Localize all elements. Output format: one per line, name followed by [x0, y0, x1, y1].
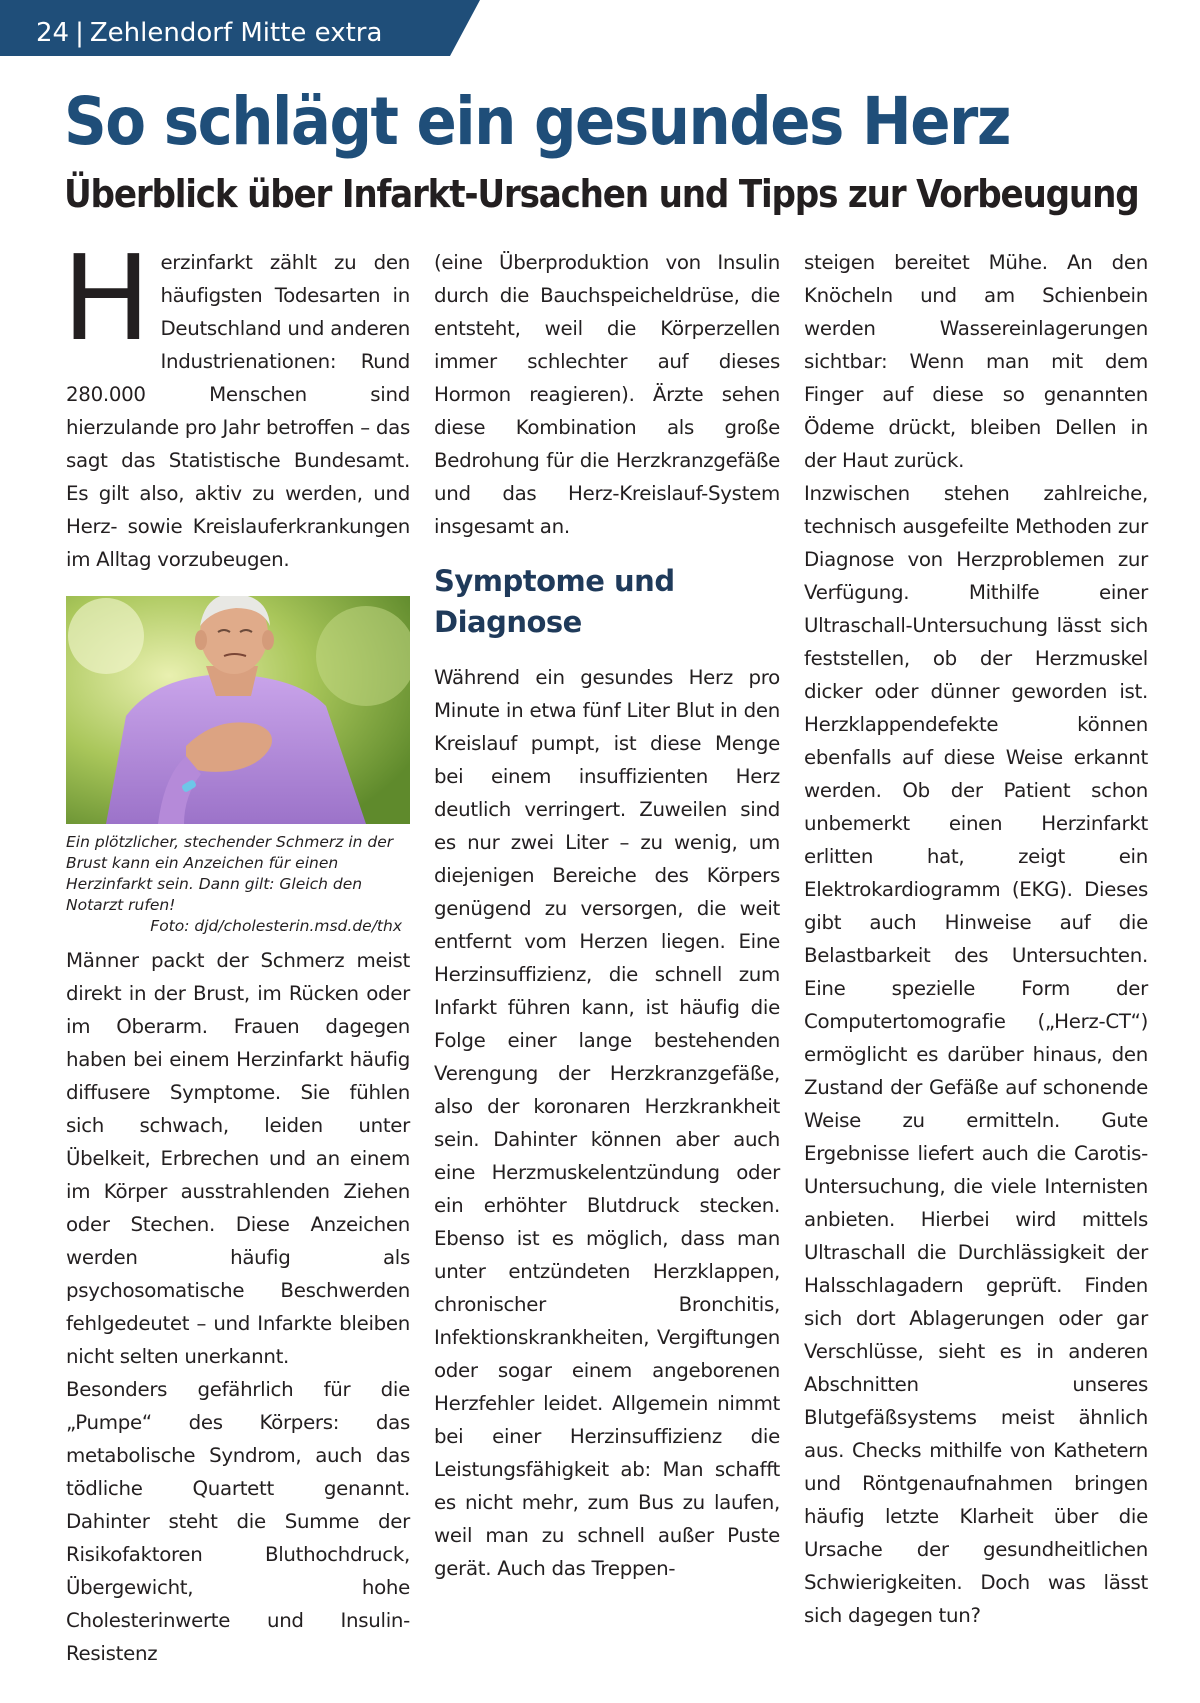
page-number: 24 — [36, 18, 70, 48]
article-photo — [66, 596, 410, 824]
paragraph-insulin: (eine Überproduktion von Insulin durch die Bauchspeicheldrüse, die entsteht, weil die Körperzellen immer schlechter auf dieses Hormon reagieren). Ärzte sehen diese Kombination als große Bedrohung für die Herzkranzgefäße und das Herz-Kreislauf-System insgesamt an. — [434, 251, 780, 538]
paragraph-metabolic-syndrome: Besonders gefährlich für die „Pumpe“ des Körpers: das metabolische Syndrom, auch das tödliche Quartett genannt. Dahinter steht die Summe der Risikofaktoren Bluthochdruck, Übergewicht, hohe Cholesterinwerte und Insulin-Resistenz — [66, 1378, 410, 1665]
article-subheadline: Überblick über Infarkt-Ursachen und Tipps zur Vorbeugung — [64, 172, 1139, 216]
page-separator: | — [75, 18, 84, 48]
page-header-bar — [0, 0, 1200, 62]
section-name: Zehlendorf Mitte extra — [89, 18, 383, 48]
photo-caption — [66, 832, 410, 937]
intro-block — [62, 229, 410, 576]
photo-caption-text: Ein plötzlicher, stechender Schmerz in der Brust kann ein Anzeichen für einen Herzinfarkt sein. Dann gilt: Gleich den Notarzt rufen! — [66, 833, 394, 914]
column-1-lower — [66, 944, 410, 1670]
paragraph-symptoms-men-women: Männer packt der Schmerz meist direkt in der Brust, im Rücken oder im Oberarm. Frauen dagegen haben bei einem Herzinfarkt häufig diffusere Symptome. Sie fühlen sich schwach, leiden unter Übelkeit, Erbrechen und an einem im Körper ausstrahlenden Ziehen oder Stechen. Diese Anzeichen werden häufig als psychosomatische Beschwerden fehlgedeutet – und Infarkte bleiben nicht selten unerkannt. — [66, 949, 410, 1368]
photo-man-chest-pain-image — [66, 596, 410, 824]
photo-credit: Foto: djd/cholesterin.msd.de/thx — [150, 917, 402, 935]
section-subheading: Symptome und Diagnose — [434, 564, 675, 639]
page-label — [36, 10, 382, 56]
paragraph-heart-failure: Während ein gesundes Herz pro Minute in etwa fünf Liter Blut in den Kreislauf pumpt, ist diese Menge bei einem insuffizienten Herz deutlich verringert. Zuweilen sind es nur zwei Liter – zu wenig, um diejenigen Bereiche des Körpers genügend zu versorgen, die weit entfernt vom Herzen liegen. Eine Herzinsuffizienz, die schnell zum Infarkt führen kann, ist häufig die Folge einer lange bestehenden Verengung der Herzkranzgefäße, also der koronaren Herzkrankheit sein. Dahinter können aber auch eine Herzmuskelentzündung oder ein erhöhter Blutdruck stecken. Ebenso ist es möglich, dass man unter entzündeten Herzklappen, chronischer Bronchitis, Infektionskrankheiten, Vergiftungen oder sogar einem angeborenen Herzfehler leidet. Allgemein nimmt bei einer Herzinsuffizienz die Leistungsfähigkeit ab: Man schafft es nicht mehr, zum Bus zu laufen, weil man zu schnell außer Puste gerät. Auch das Treppen- — [434, 666, 780, 1580]
dropcap-letter: H — [62, 229, 151, 367]
column-2 — [434, 246, 780, 1585]
paragraph-diagnosis-methods: Inzwischen stehen zahlreiche, technisch ausgefeilte Methoden zur Diagnose von Herzproblemen zur Verfügung. Mithilfe einer Ultraschall-Untersuchung lässt sich feststellen, ob der Herzmuskel dicker oder dünner geworden ist. Herzklappendefekte können ebenfalls auf diese Weise erkannt werden. Ob der Patient schon unbemerkt einen Herzinfarkt erlitten hat, zeigt ein Elektrokardiogramm (EKG). Dieses gibt auch Hinweise auf die Belastbarkeit des Untersuchten. Eine spezielle Form der Computertomografie („Herz-CT“) ermöglicht es darüber hinaus, den Zustand der Gefäße auf schonende Weise zu ermitteln. Gute Ergebnisse liefert auch die Carotis-Untersuchung, die viele Internisten anbieten. Hierbei wird mittels Ultraschall die Durchlässigkeit der Halsschlagadern geprüft. Finden sich dort Ablagerungen oder gar Verschlüsse, sieht es in anderen Abschnitten unseres Blutgefäßsystems meist ähnlich aus. Checks mithilfe von Kathetern und Röntgenaufnahmen bringen häufig letzte Klarheit über die Ursache der gesundheitlichen Schwierigkeiten. Doch was lässt sich dagegen tun? — [804, 482, 1148, 1627]
paragraph-edema: steigen bereitet Mühe. An den Knöcheln und am Schienbein werden Wassereinlagerungen sichtbar: Wenn man mit dem Finger auf diese so genannten Ödeme drückt, bleiben Dellen in der Haut zurück. — [804, 251, 1148, 472]
intro-paragraph: erzinfarkt zählt zu den häufigsten Todesarten in Deutschland und anderen Industrienationen: Rund 280.000 Menschen sind hierzulande pro Jahr betroffen – das sagt das Statistische Bundesamt. Es gilt also, aktiv zu werden, und Herz- sowie Kreislauferkrankungen im Alltag vorzubeugen. — [66, 251, 410, 571]
article-headline: So schlägt ein gesundes Herz — [64, 83, 1010, 160]
column-3 — [804, 246, 1148, 1632]
